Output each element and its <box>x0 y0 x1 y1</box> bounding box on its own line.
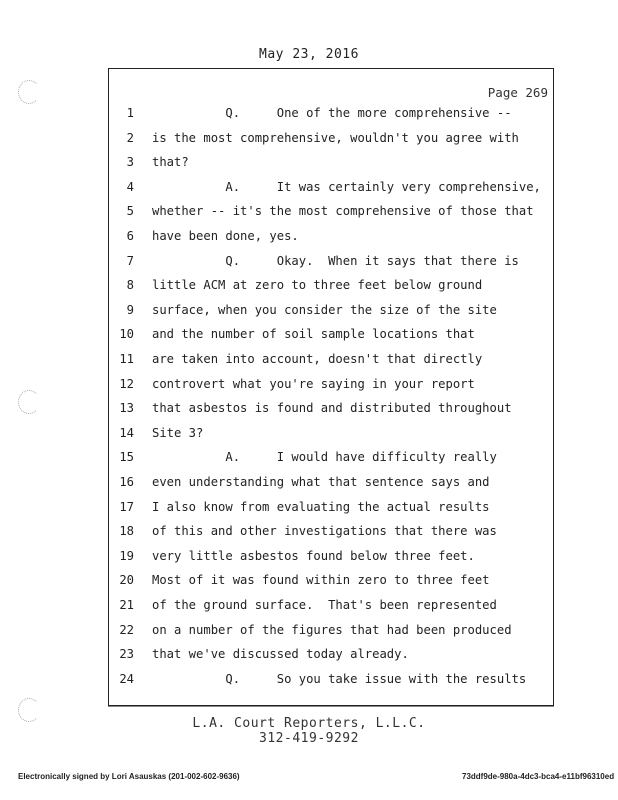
line-text: I also know from evaluating the actual results <box>152 499 490 514</box>
transcript-line <box>0 401 618 421</box>
line-number: 20 <box>119 573 134 588</box>
transcript-line <box>0 131 618 151</box>
line-number: 10 <box>119 327 134 342</box>
transcript-line <box>0 155 618 175</box>
punch-hole-top <box>18 80 40 104</box>
transcript-line <box>0 500 618 520</box>
line-text: Q. So you take issue with the results <box>152 671 527 686</box>
transcript-line <box>0 623 618 643</box>
transcript-line <box>0 254 618 274</box>
transcript-line <box>0 647 618 667</box>
deposition-date: May 23, 2016 <box>259 47 359 62</box>
line-number: 7 <box>126 253 134 268</box>
transcript-line <box>0 573 618 593</box>
line-text: A. It was certainly very comprehensive, <box>152 179 541 194</box>
line-text: Q. Okay. When it says that there is <box>152 253 519 268</box>
line-text: Site 3? <box>152 425 204 440</box>
line-number: 24 <box>119 671 134 686</box>
line-text: Most of it was found within zero to three feet <box>152 573 490 588</box>
line-number: 6 <box>126 229 134 243</box>
line-text: even understanding what that sentence says and <box>152 475 490 489</box>
line-text: that? <box>152 155 189 170</box>
line-number: 18 <box>119 524 134 539</box>
line-text: of the ground surface. That's been represented <box>152 598 497 612</box>
transcript-line <box>0 352 618 372</box>
line-text: little ACM at zero to three feet below ground <box>152 278 483 293</box>
line-number: 12 <box>119 376 134 391</box>
line-text: are taken into account, doesn't that directly <box>152 352 483 366</box>
transcript-line <box>0 598 618 618</box>
line-number: 9 <box>126 302 134 317</box>
document-id: 73ddf9de-980a-4dc3-bca4-e11bf96310ed <box>462 772 615 781</box>
transcript-line <box>0 672 618 692</box>
transcript-line <box>0 229 618 249</box>
line-number: 17 <box>119 499 134 514</box>
line-text: Q. One of the more comprehensive -- <box>152 106 512 120</box>
electronic-signature: Electronically signed by Lori Asauskas (201-002-602-9636) <box>18 772 240 781</box>
line-text: A. I would have difficulty really <box>152 450 497 465</box>
line-text: controvert what you're saying in your report <box>152 376 475 391</box>
line-number: 5 <box>126 204 134 219</box>
transcript-line <box>0 106 618 126</box>
line-number: 13 <box>119 401 134 416</box>
line-number: 4 <box>126 179 134 194</box>
line-text: that asbestos is found and distributed throughout <box>152 401 512 416</box>
transcript-line <box>0 377 618 397</box>
line-text: is the most comprehensive, wouldn't you agree with <box>152 130 519 145</box>
line-number: 16 <box>119 475 134 489</box>
transcript-line <box>0 204 618 224</box>
transcript-line <box>0 549 618 569</box>
line-number: 22 <box>119 622 134 637</box>
frame-bottom-rule <box>108 706 554 707</box>
transcript-line <box>0 327 618 347</box>
line-number: 21 <box>119 598 134 612</box>
line-number: 8 <box>126 278 134 293</box>
transcript-line <box>0 426 618 446</box>
transcript-line <box>0 450 618 470</box>
line-text: and the number of soil sample locations that <box>152 327 475 342</box>
line-number: 14 <box>119 425 134 440</box>
transcript-line <box>0 278 618 298</box>
line-text: that we've discussed today already. <box>152 647 409 662</box>
page-number: Page 269 <box>487 85 548 100</box>
transcript-line <box>0 303 618 323</box>
line-text: on a number of the figures that had been produced <box>152 622 512 637</box>
punch-hole-bottom <box>18 698 40 722</box>
line-text: whether -- it's the most comprehensive of those that <box>152 204 534 219</box>
line-text: have been done, yes. <box>152 229 299 243</box>
line-number: 11 <box>119 352 134 366</box>
line-number: 1 <box>126 106 134 120</box>
transcript-line <box>0 180 618 200</box>
transcript-line <box>0 524 618 544</box>
transcript-line <box>0 475 618 495</box>
punch-hole-middle <box>18 390 40 414</box>
line-text: surface, when you consider the size of the site <box>152 302 497 317</box>
line-number: 23 <box>119 647 134 662</box>
line-text: of this and other investigations that there was <box>152 524 497 539</box>
line-number: 19 <box>119 548 134 563</box>
line-text: very little asbestos found below three feet. <box>152 548 475 563</box>
line-number: 3 <box>126 155 134 170</box>
line-number: 2 <box>126 130 134 145</box>
court-reporter-phone: 312-419-9292 <box>259 731 359 746</box>
court-reporter-name: L.A. Court Reporters, L.L.C. <box>192 716 426 731</box>
line-number: 15 <box>119 450 134 465</box>
